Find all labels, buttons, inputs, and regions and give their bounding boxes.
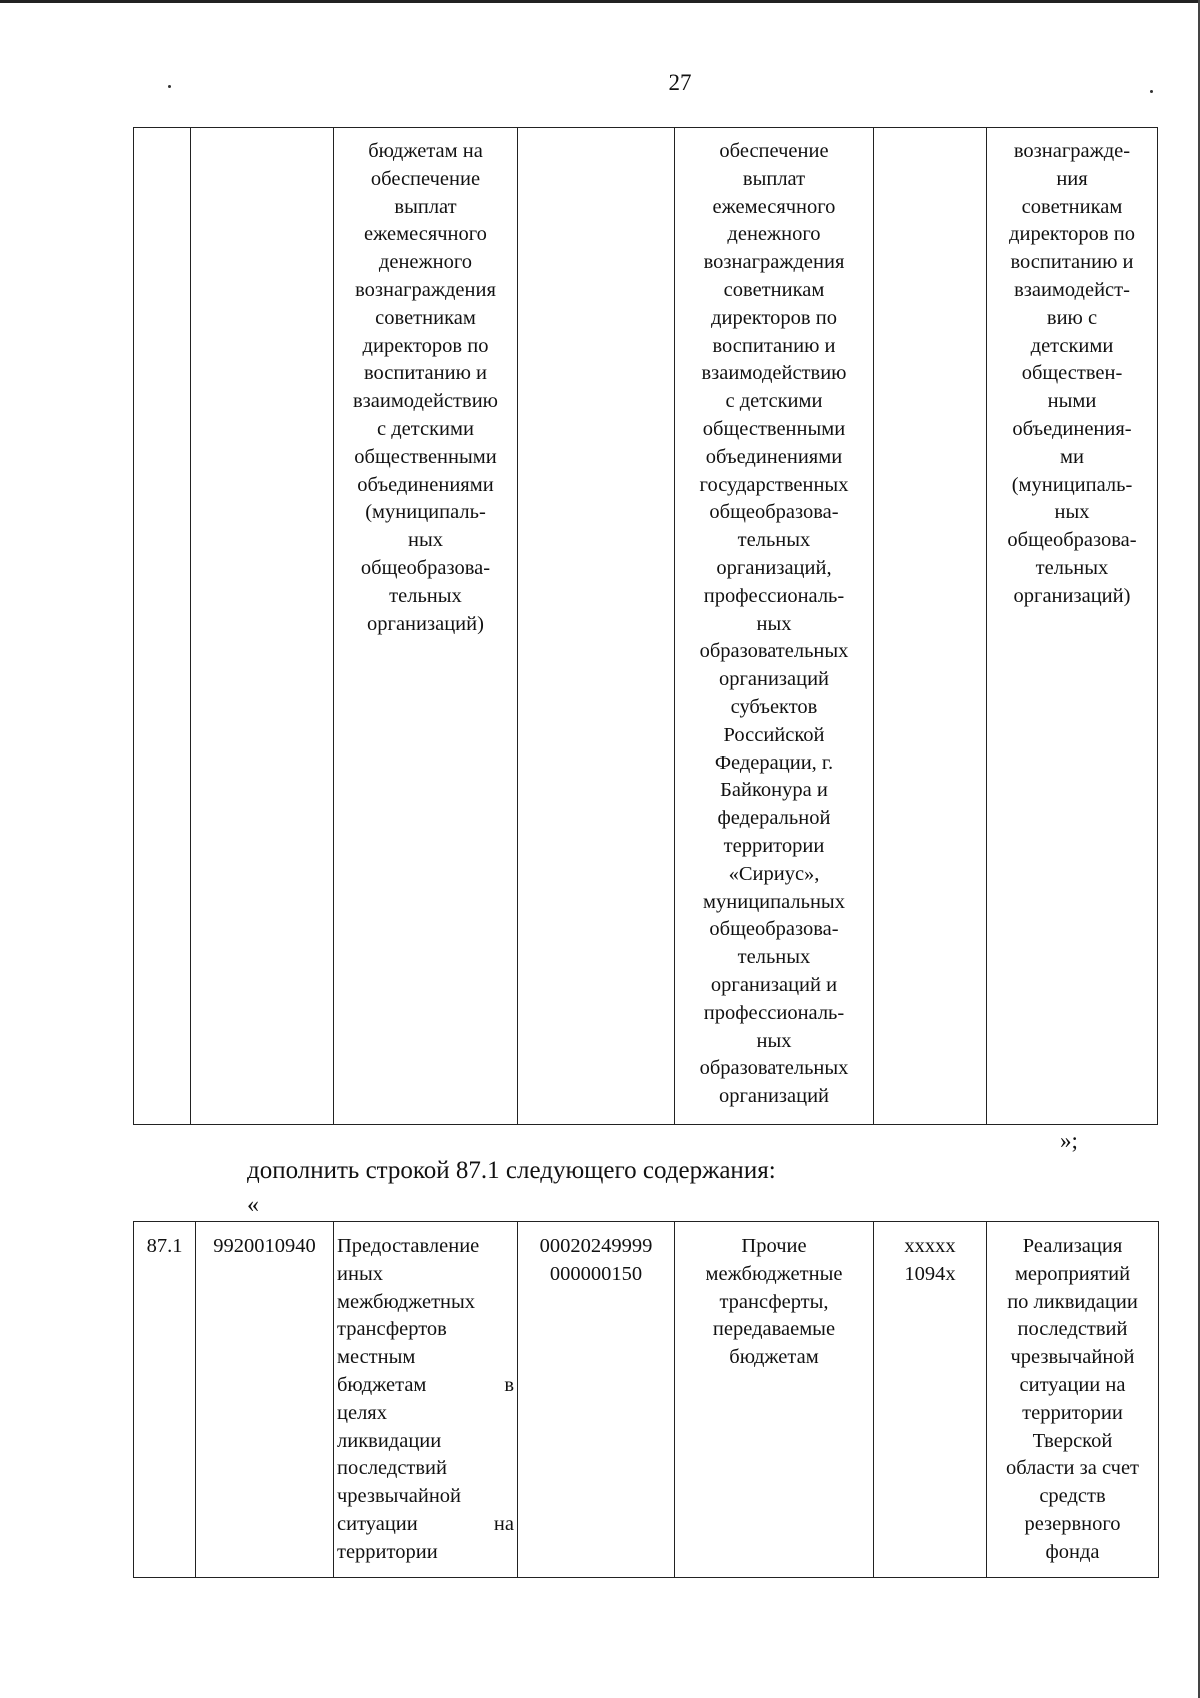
table-row <box>134 1222 1159 1578</box>
cell-target-code <box>874 128 987 1125</box>
page-number: 27 <box>668 70 692 95</box>
cell-target-code: xxxxx 1094x <box>874 1222 987 1578</box>
name-line: иных <box>337 1262 383 1285</box>
name-word: ситуации <box>337 1512 418 1535</box>
name-line: ликвидации <box>337 1429 442 1452</box>
continuation-table <box>133 127 1158 1125</box>
cell-row-number <box>134 128 191 1125</box>
opening-quote: « <box>247 1192 259 1218</box>
name-line: целях <box>337 1401 387 1424</box>
cell-budget-name: Прочие межбюджетные трансферты, передаваемые бюджетам <box>675 1222 874 1578</box>
new-row-table <box>133 1221 1159 1578</box>
scan-edge-top <box>0 0 1200 3</box>
name-line: трансфертов <box>337 1318 447 1341</box>
cell-budget-code <box>518 128 675 1125</box>
name-line: межбюджетных <box>337 1290 476 1313</box>
table-row <box>134 128 1158 1125</box>
name-word: на <box>493 1512 514 1535</box>
name-line-justified <box>337 1511 514 1539</box>
closing-quote: »; <box>1060 1128 1078 1153</box>
cell-row-number: 87.1 <box>134 1222 196 1578</box>
cell-budget-name: обеспечение выплат ежемесячного денежного вознаграждения советникам директоров по воспитанию и взаимодействию с детскими общественными объединениями государственных общеобразова- тельных организаций, профессиональ- ных образовательных организаций субъектов Российской Федерации, г. Байконура и федеральной территории «Сириус», муниципальных общеобразова- тельных организаций и профессиональ- ных образовательных организаций <box>675 128 874 1125</box>
name-line: Предоставление <box>337 1235 480 1257</box>
cell-code: 9920010940 <box>196 1222 334 1578</box>
cell-budget-code: 00020249999 000000150 <box>518 1222 675 1578</box>
instruction-text: дополнить строкой 87.1 следующего содержания: <box>247 1157 776 1184</box>
name-line-justified <box>337 1372 514 1400</box>
name-line: местным <box>337 1346 416 1369</box>
cell-purpose: вознагражде- ния советникам директоров по воспитанию и взаимодейст- вию с детскими обществен- ными объединения- ми (муниципаль- ных общеобразова- тельных организаций) <box>987 128 1158 1125</box>
name-word: в <box>504 1373 514 1396</box>
name-line: территории <box>337 1540 438 1563</box>
cell-code <box>191 128 334 1125</box>
name-line: последствий <box>337 1457 447 1480</box>
name-word: бюджетам <box>337 1373 427 1396</box>
cell-transfer-name <box>334 1222 518 1578</box>
cell-transfer-name: бюджетам на обеспечение выплат ежемесячного денежного вознаграждения советникам директоров по воспитанию и взаимодействию с детскими общественными объединениями (муниципаль- ных общеобразова- тельных организаций) <box>334 128 518 1125</box>
name-line: чрезвычайной <box>337 1485 462 1508</box>
cell-purpose: Реализация мероприятий по ликвидации последствий чрезвычайной ситуации на территории Тверской области за счет средств резервного фонда <box>987 1222 1159 1578</box>
